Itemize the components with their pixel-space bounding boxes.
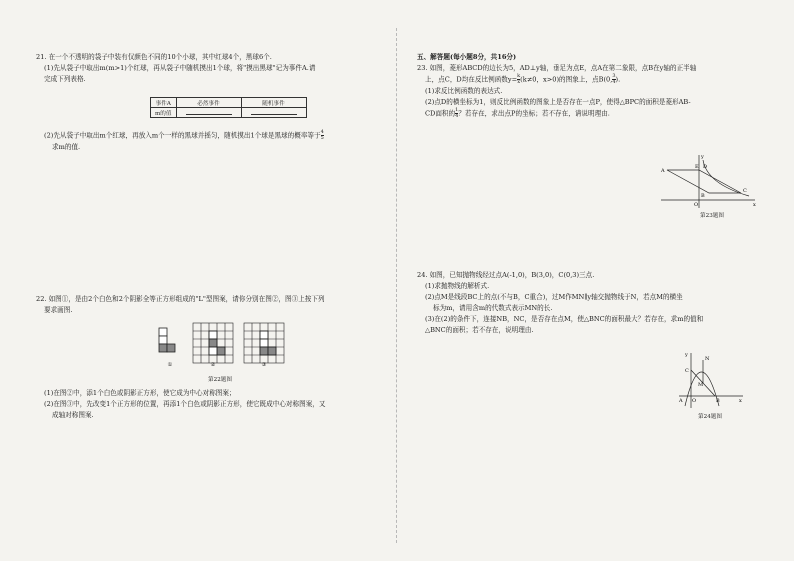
question-21-part2 [44, 130, 394, 153]
table-header-event: 事件A [151, 98, 177, 108]
q22-part1: (1)在图②中，添1个白色或阴影正方形，使它成为中心对称图案； [44, 389, 236, 397]
q22-stem: 22. 如图①，是由2个白色和2个阴影全等正方形组成的"L"型图案，请你分别在图②，图③上按下列 [36, 295, 325, 303]
q21-stem: 21. 在一个不透明的袋子中装有仅颜色不同的10个小球，其中红球4个，黑球6个. [36, 53, 272, 61]
q24-stem: 24. 如图，已知抛物线经过点A(-1,0)，B(3,0)，C(0,3)三点. [417, 271, 595, 279]
q22-figure-3-grid[interactable] [243, 322, 285, 364]
table-cell-random-blank[interactable] [241, 108, 306, 118]
q24-part2-cont: 标为m，请用含m的代数式表示MN的长. [433, 304, 553, 312]
q23-stem-cont: 上，点C，D均在反比例函数y= $\frac{k}{x}$ (k≠0，x>0)的图象上，点B(0, $\frac{3}{4}$ ). [425, 73, 621, 85]
q23-part2-cont: CD面积的 $\frac{1}{4}$ ？若存在，求出点P的坐标；若不存在，请说明理由. [425, 106, 610, 119]
fig23-label-a: A [661, 168, 665, 174]
fig24-label-y: y [685, 352, 688, 358]
fig24-label-o: O [692, 398, 697, 404]
q22-label-1: ① [167, 362, 173, 368]
q22-stem-cont: 要求画图. [44, 306, 73, 314]
q24-part3: (3)在(2)的条件下，连接NB，NC，是否存在点M，使△BNC的面积最大？若存在，求m的值和 [425, 315, 704, 323]
fig23-label-d: D [703, 164, 708, 170]
fig23-label-y: y [701, 154, 704, 160]
q23-part2: (2)点D的横坐标为1，则反比例函数的图象上是否存在一点P，使得△BPC的面积是菱形AB- [425, 97, 691, 106]
q21-event-table [150, 97, 307, 118]
q21-fraction: $\frac{4}{5}$ [320, 129, 324, 141]
page-fold-line [396, 28, 397, 543]
table-row-label: m的值 [151, 108, 177, 118]
q24-figure-parabola [677, 350, 745, 410]
q21-part2-cont: 求m的值. [52, 142, 81, 151]
fig24-label-m: M [698, 382, 704, 388]
section-five-heading [417, 52, 777, 63]
fig23-label-c: C [743, 188, 747, 194]
q21-part2: (2)先从袋子中取出m个红球，再放入m个一样的黑球并摇匀，随机摸出1个球是黑球的概率等于 [44, 131, 321, 140]
fig24-label-b: B [716, 398, 720, 404]
fig24-label-n: N [705, 356, 710, 362]
q23-stem: 23. 如图，菱形ABCD的边长为5，AD⊥y轴，垂足为点E，点A在第二象限，点B在y轴的正半轴 [417, 64, 697, 72]
question-22 [36, 294, 386, 316]
q24-part1: (1)求抛物线的解析式. [425, 282, 490, 290]
q24-caption: 第24题图 [698, 414, 722, 420]
q22-figure-2-grid[interactable] [192, 322, 234, 364]
q21-part1-cont: 完成下列表格. [44, 75, 86, 83]
q22-caption: 第22题图 [208, 377, 232, 383]
q22-label-3: ③ [261, 362, 267, 368]
q22-part2: (2)在图③中，先改变1个正方形的位置，再添1个白色或阴影正方形，使它既成中心对称图案，又 [44, 400, 326, 408]
question-23 [417, 63, 782, 119]
table-header-random: 随机事件 [241, 98, 306, 108]
question-22-parts [44, 388, 394, 421]
section-five-title: 五、解答题(每小题8分，共16分) [417, 53, 517, 61]
q21-part1: (1)先从袋子中取出m(m>1)个红球，再从袋子中随机摸出1个球，将"摸出黑球"记为事件A.请 [44, 64, 316, 72]
fig23-label-b: B [701, 193, 705, 199]
q23-figure-rhombus [659, 152, 759, 210]
table-header-certain: 必然事件 [176, 98, 241, 108]
q23-part1: (1)求反比例函数的表达式. [425, 86, 503, 95]
question-21 [36, 52, 386, 85]
q22-part2-cont: 成轴对称图案. [52, 411, 94, 419]
fig24-label-a: A [679, 398, 683, 404]
q24-part2: (2)点M是线段BC上的点(不与B，C重合)，过M作MN∥y轴交抛物线于N，若点M的横坐 [425, 293, 683, 301]
q22-figure-1-l-shape [158, 327, 184, 363]
table-cell-certain-blank[interactable] [176, 108, 241, 118]
q24-part3-cont: △BNC的面积；若不存在，说明理由. [425, 326, 534, 334]
fig23-label-x: x [753, 202, 756, 208]
fig23-label-o: O [694, 202, 699, 208]
question-24 [417, 270, 782, 336]
fig24-label-x: x [739, 398, 742, 404]
q23-caption: 第23题图 [700, 213, 724, 219]
fig23-label-e: E [695, 164, 699, 170]
fig24-label-c: C [685, 368, 689, 374]
q22-label-2: ② [210, 362, 216, 368]
